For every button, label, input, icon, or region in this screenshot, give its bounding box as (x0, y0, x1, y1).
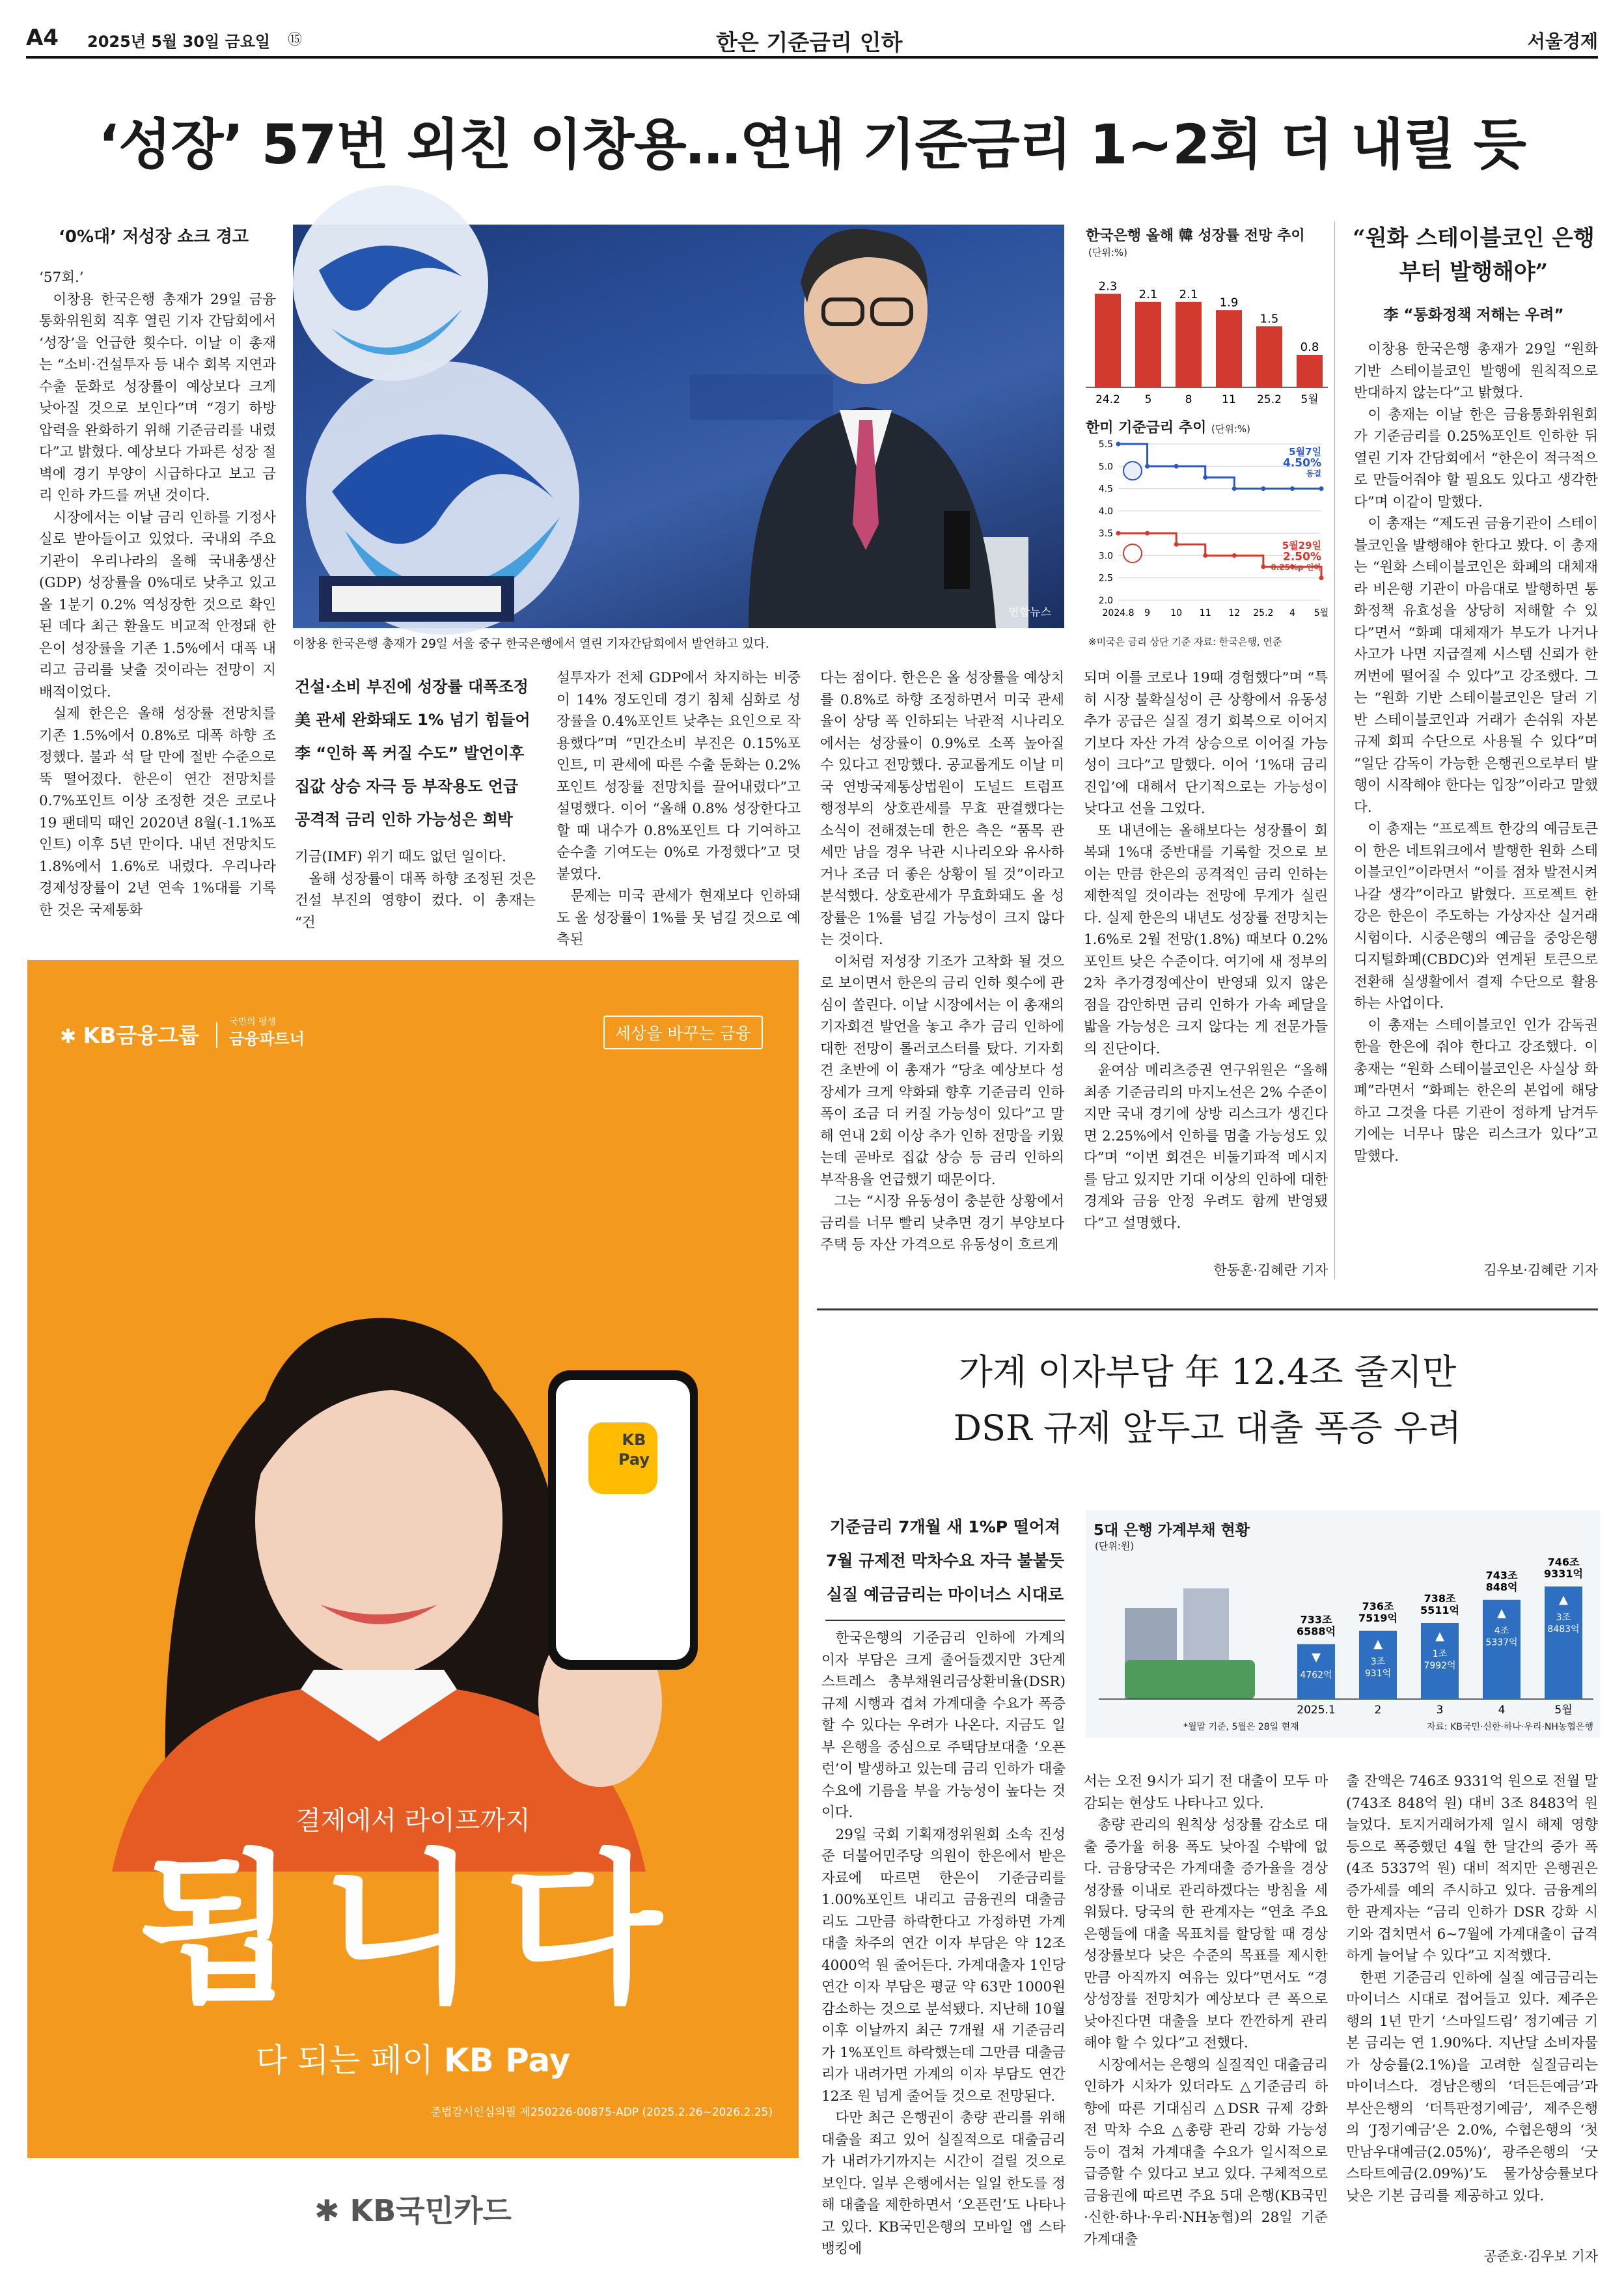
paragraph: 실제 한은은 올해 성장률 전망치를 기존 1.5%에서 0.8%로 대폭 하향 조정했다. 불과 석 달 만에 절반 수준으로 뚝 떨어졌다. 한은이 연간 전망치를 0.7%포인트 이상 조정한 것은 코로나19 팬데믹 때인 2020년 8월(-1.1%포인트) 이후 5년 만이다. 내년 전망치도 1.8%에서 1.6%로 내렸다. 우리나라 경제성장률이 2년 연속 1%대를 기록한 것은 국제통화 (39, 706, 276, 919)
us-flag-icon (1123, 462, 1142, 480)
app-icon-kb: KB (622, 1431, 646, 1449)
byline: 한동훈·김혜란 기자 (1213, 1262, 1328, 1278)
y-tick-label: 5.0 (1098, 462, 1113, 473)
data-point (1116, 531, 1121, 536)
bar (1176, 302, 1202, 387)
tick-label: 3 (1436, 1704, 1444, 1717)
paragraph: 이 총재는 스테이블코인 인가 감독권한을 한은에 줘야 한다고 강조했다. 이 총재는 “원화 스테이블코인은 사실상 화폐”라면서 “화폐는 한은의 본업에 해당하고 그것을 다른 기관이 정하게 남겨두기에는 너무나 많은 리스크가 있다”고 말했다. (1354, 1017, 1598, 1165)
kr-annotation-label: 0.25%p 인하 (1271, 562, 1321, 572)
paragraph: 또 내년에는 올해보다는 성장률이 회복돼 1%대 중반대를 기록할 것으로 보이는 만큼 한은의 공격적인 금리 인하는 제한적일 것이라는 전망에 무게가 실린다. 실제 한은의 내년도 성장률 전망치는 1.6%로 2월 전망(1.8%) 때보다 0.2%포인트 낮은 수준이다. 여기에 새 정부의 2차 추가경정예산이 반영돼 있지 않은 점을 감안하면 금리 인하가 가속 페달을 밟을 가능성은 크지 않다는 게 전문가들의 진단이다. (1084, 822, 1328, 1057)
ad-group-name: KB금융그룹 (83, 1023, 199, 1048)
change-label: 7992억 (1424, 1660, 1456, 1671)
debt-bars (1086, 1510, 1600, 1738)
us-annotation-date: 5월7일 (1289, 446, 1321, 458)
chart-unit: (단위:원) (1095, 1540, 1135, 1552)
page-number: A4 (26, 25, 59, 51)
data-label: 6588억 (1297, 1625, 1336, 1638)
ad-partner-small: 국민의 평생 (229, 1017, 277, 1027)
data-label: 5511억 (1420, 1603, 1459, 1616)
byline: 김우보·김혜란 기자 (1483, 1262, 1598, 1278)
tick-label: 25.2 (1257, 393, 1282, 406)
article-column-5 (1084, 667, 1328, 1263)
y-tick-label: 2.0 (1098, 596, 1113, 606)
side-subheadline: 李 “통화정책 저해는 우려” (1383, 307, 1564, 324)
paragraph: 이 총재는 “제도권 금융기관이 스테이블코인을 발행해야 한다고 봤다. 이 총재는 “원화 스테이블코인은 화폐의 대체재라 비은행 기관이 마음대로 발행하면 통화정책 유효성을 상당히 저해할 수 있다”면서 “화폐 대체재가 부도가 나거나 사고가 나면 지급결제 시스템 신뢰가 한꺼번에 떨어질 수 있다”고 강조했다. 그는 “원화 기반 스테이블코인은 달러 기반 스테이블코인과 거래가 손쉬워 자본 규제 회피 수단으로 사용될 수 있다”며 “일단 감독이 가능한 은행권으로부터 발행이 시작해야 한다는 입장”이라고 말했다. (1354, 516, 1598, 816)
rate-comparison-chart (1086, 437, 1328, 626)
subheadline-line: 李 “인하 폭 커질 수도” 발언이후 (295, 744, 525, 762)
subheadline-line: 7월 규제전 막차수요 자극 불붙듯 (825, 1551, 1065, 1570)
second-headline-line1: 가계 이자부담 年 12.4조 줄지만 (958, 1351, 1457, 1392)
ad-partner-logo (229, 1014, 305, 1047)
subheadline-rule (825, 1620, 1065, 1621)
ad-legal-notice: 준법감시인심의필 제250226-00875-ADP (2025.2.26~2026.2.25) (430, 2106, 773, 2119)
up-arrow-icon: ▲ (1373, 1637, 1383, 1651)
y-tick-label: 3.5 (1098, 529, 1113, 540)
paragraph: 설투자가 전체 GDP에서 차지하는 비중이 14% 정도인데 경기 침체 심화로 성장률을 0.4%포인트 낮추는 요인으로 작용했다”며 “민간소비 부진은 0.15%포인트, 미 관세에 따른 수출 둔화는 0.2%포인트 성장률 전망치를 끌어내렸다”고 설명했다. 이어 “올해 0.8% 성장한다고 할 때 내수가 0.8%포인트 다 기여하고 순수출 기여도는 0%로 가정했다”고 덧붙였다. (557, 670, 801, 883)
x-tick-label: 5월 (1314, 608, 1329, 618)
change-label: 4조 (1494, 1626, 1509, 1637)
paragraph: 윤여삼 메리츠증권 연구위원은 “올해 최종 기준금리의 마지노선은 2% 수준이지만 국내 경기에 상방 리스크가 생긴다면 2.25%에서 인하를 멈출 가능성도 있다”며 “이번 회견은 비둘기파적 메시지를 담고 있지만 기대 이상의 인하에 대한 경계와 금융 안정 우려도 함께 반영됐다”고 설명했다. (1084, 1062, 1328, 1232)
tick-label: 2025.1 (1297, 1704, 1336, 1717)
us-annotation-label: 동결 (1306, 469, 1321, 478)
data-label: 9331억 (1544, 1568, 1583, 1581)
paragraph: 이처럼 저성장 기조가 고착화 될 것으로 보이면서 한은의 금리 인하 횟수에 관심이 쏠린다. 이날 시장에서는 이 총재의 기자회견 발언을 놓고 추가 금리 인하에 대한 전망이 롤러코스터를 탔다. 기자회견 초반에 이 총재가 “당초 예상보다 성장세가 크게 약화돼 향후 기준금리 인하 폭이 조금 더 커질 가능성이 있다”고 말해 연내 2회 이상 추가 인하 전망을 키웠는데 곧바로 집값 상승 등 금리 인하의 부작용을 언급했기 때문이다. (820, 953, 1064, 1188)
subheadline-line: 공격적 금리 인하 가능성은 희박 (295, 810, 513, 829)
paragraph: 29일 국회 기획재정위원회 소속 진성준 더불어민주당 의원이 한은에서 받은 자료에 따르면 한은이 기준금리를 1.00%포인트 내리고 금융권의 대출금리도 그만큼 하락한다고 가정하면 가계대출 차주의 연간 이자 부담은 약 12조 4000억 원 줄어든다. 가계대출자 1인당 연간 이자 부담은 평균 약 63만 1000원 감소하는 것으로 분석됐다. 지난해 10월 이후 이날까지 최근 7개월 새 기준금리가 1%포인트 하락했는데 그만큼 대출금리가 내려가면 가계의 이자 부담도 연간 12조 원 넘게 줄어들 것으로 전망된다. (821, 1826, 1066, 2105)
bar (1297, 355, 1323, 387)
article-column-2 (295, 846, 536, 937)
second-column-1 (821, 1627, 1066, 2265)
data-label: 733조 (1300, 1613, 1332, 1626)
ad-slogan: 세상을 바꾸는 금융 (603, 1016, 763, 1049)
paragraph: 기금(IMF) 위기 때도 없던 일이다. (295, 849, 506, 865)
bar (1256, 326, 1282, 387)
chart-unit: (단위:%) (1211, 423, 1251, 435)
up-arrow-icon: ▲ (1559, 1593, 1568, 1607)
data-label: 1.5 (1259, 312, 1279, 326)
data-point (1145, 531, 1149, 536)
up-arrow-icon: ▲ (1435, 1629, 1444, 1643)
up-arrow-icon: ▲ (1497, 1606, 1506, 1620)
data-label: 848억 (1485, 1581, 1518, 1594)
kr-annotation-value: 2.50% (1283, 550, 1321, 564)
x-tick-label: 11 (1199, 608, 1211, 618)
governor-photo (293, 225, 1064, 628)
ad-divider (216, 1022, 217, 1048)
chart-source: 자료: KB국민·신한·하나·우리·NH농협은행 (1426, 1722, 1593, 1732)
y-tick-label: 5.5 (1098, 439, 1113, 450)
x-tick-label: 4 (1289, 608, 1295, 618)
main-headline: ‘성장’ 57번 외친 이창용…연내 기준금리 1~2회 더 내릴 듯 (98, 113, 1526, 176)
x-tick-label: 12 (1228, 608, 1241, 618)
change-label: 1조 (1432, 1648, 1448, 1659)
paragraph: 총량 관리의 원칙상 성장률 감소로 대출 증가율 허용 폭도 낮아질 수밖에 없다. 금융당국은 가계대출 증가율을 경상성장률 이내로 관리하겠다는 방침을 세워뒀다. 당국의 한 관계자는 “연초 주요 은행들에 대출 목표치를 할당할 때 경상성장률보다 낮은 수준의 목표를 제시한 만큼 아직까지 여유는 있다”면서도 “경상성장률 전망치가 예상보다 큰 폭으로 낮아진다면 대출을 보다 깐깐하게 관리해야 할 수 있다”고 전했다. (1084, 1817, 1328, 2051)
section-title: 한은 기준금리 인하 (716, 30, 903, 56)
photo-credit: 연합뉴스 (1008, 606, 1051, 619)
paragraph: 다는 점이다. 한은은 올 성장률을 예상치를 0.8%로 하향 조정하면서 미국 관세율이 상당 폭 인하되는 낙관적 시나리오에서는 성장률이 0.9%로 소폭 높아질 수 있다고 전망했다. 공교롭게도 이날 미국 연방국제통상법원이 도널드 트럼프 행정부의 상호관세를 무효 판결했다는 소식이 전해졌는데 한은 측은 “품목 관세만 남을 경우 낙관 시나리오와 유사하거나 조금 더 좋은 상황이 될 것”이라고 분석했다. 상호관세가 무효화돼도 올 성장률은 1%를 넘길 가능성이 크지 않다는 것이다. (820, 670, 1064, 948)
kb-pay-advertisement[interactable] (27, 960, 799, 2256)
growth-forecast-chart (1086, 257, 1328, 413)
chart-title (1086, 417, 1250, 437)
page-header (26, 20, 1598, 59)
data-label: 738조 (1424, 1592, 1456, 1605)
chart-title: 5대 은행 가계부채 현황 (1094, 1522, 1250, 1539)
subheadline-line: 실질 예금금리는 마이너스 시대로 (826, 1585, 1064, 1604)
data-point (1261, 564, 1265, 569)
data-point (1174, 464, 1179, 469)
chart-unit: (단위:%) (1088, 247, 1127, 258)
tick-label: 11 (1222, 393, 1236, 406)
bar (1095, 294, 1121, 387)
data-label: 746조 (1547, 1556, 1580, 1569)
x-tick-label: 25.2 (1253, 608, 1274, 618)
tick-label: 24.2 (1095, 393, 1120, 406)
subheadline-line: 집값 상승 자극 등 부작용도 언급 (295, 777, 519, 796)
issue-date: 2025년 5월 30일 금요일 (87, 33, 271, 51)
paper-name: 서울경제 (1527, 31, 1598, 52)
y-tick-label: 3.0 (1098, 551, 1113, 562)
subheadline-line: 건설·소비 부진에 성장률 대폭조정 (295, 678, 529, 696)
paragraph: 출 잔액은 746조 9331억 원으로 전월 말(743조 848억 원) 대비 3조 8483억 원 늘었다. 토지거래허가제 일시 해제 영향 등으로 폭증했던 4월 한 달간의 증가 폭(4조 5337억 원) 대비 적지만 은행권은 증가세를 예의 주시하고 있다. 금융계의 한 관계자는 “금리 인하가 DSR 강화 시기와 겹치면서 6~7월에 가계대출이 급격하게 늘어날 수 있다”고 지적했다. (1346, 1773, 1598, 1964)
kb-pay-app-icon (601, 1430, 667, 1469)
paragraph: 이창용 한국은행 총재가 29일 금융통화위원회 직후 열린 기자 간담회에서 ‘성장’을 언급한 횟수다. 이날 이 총재는 “소비·건설투자 등 내수 회복 지연과 수출 둔화로 성장률이 예상보다 크게 낮아질 것으로 보인다”며 “경기 하방 압력을 완화하기 위해 기준금리를 내렸다”고 밝혔다. 예상보다 가파른 성장 절벽에 경기 부양이 시급하다고 보고 금리 인하 카드를 꺼낸 것이다. (39, 291, 276, 504)
tick-label: 4 (1498, 1704, 1506, 1717)
us-annotation-value: 4.50% (1283, 456, 1321, 470)
data-point (1290, 486, 1295, 491)
y-tick-label: 4.5 (1098, 484, 1113, 495)
x-tick-label: 9 (1144, 608, 1151, 618)
bar (1135, 302, 1161, 387)
data-label: 1.9 (1219, 296, 1239, 310)
byline: 공준호·김우보 기자 (1483, 2248, 1598, 2264)
subheadline-low-growth: ‘0%대’ 저성장 쇼크 경고 (59, 227, 249, 247)
data-point (1319, 486, 1324, 491)
data-label: 7519억 (1358, 1611, 1397, 1624)
second-column-2 (1084, 1771, 1328, 2265)
paragraph: 다만 최근 은행권이 총량 관리를 위해 대출을 죄고 있어 실질적으로 대출금리가 내려가기까지는 시간이 걸릴 것으로 보인다. 일부 은행에서는 일일 한도를 정해 대출을 제한하면서 ‘오픈런’도 나타나고 있다. KB국민은행의 모바일 앱 스타뱅킹에 (821, 2110, 1066, 2257)
y-tick-label: 2.5 (1098, 573, 1113, 584)
tick-label: 5 (1144, 393, 1152, 406)
paragraph: 이 총재는 “프로젝트 한강의 예금토큰이 한은 네트워크에서 발행한 원화 스테이블코인”이라면서 “이를 점차 발전시켜나갈 생각”이라고 밝혔다. 프로젝트 한강은 한은이 주도하는 가상자산 실거래 시험이다. 시중은행의 예금을 중앙은행디지털화폐(CBDC)와 연계된 토큰으로 전환해 실생활에서 결제 수단으로 활용하는 사업이다. (1354, 821, 1598, 1012)
app-icon-pay: Pay (618, 1450, 650, 1469)
tick-label: 5월 (1554, 1704, 1573, 1717)
data-point (1232, 553, 1237, 558)
data-point (1116, 442, 1121, 447)
change-label: 8483억 (1547, 1624, 1580, 1635)
x-tick-label: 10 (1170, 608, 1183, 618)
photo-caption: 이창용 한국은행 총재가 29일 서울 중구 한국은행에서 열린 기자간담회에서 발언하고 있다. (293, 637, 769, 651)
article-column-4 (820, 667, 1064, 1286)
subheadline-line: 기준금리 7개월 새 1%P 떨어져 (829, 1517, 1061, 1536)
chart-title: 한국은행 올해 韓 성장률 전망 추이 (1086, 228, 1305, 244)
ad-subline (27, 2034, 799, 2081)
data-label: 2.3 (1098, 279, 1118, 294)
paragraph: 서는 오전 9시가 되기 전 대출이 모두 마감되는 현상도 나타나고 있다. (1084, 1773, 1328, 1812)
article-column-3 (557, 667, 801, 948)
chart-footnote: *월말 기준, 5월은 28일 현재 (1183, 1722, 1299, 1732)
edition-mark: ⑮ (288, 32, 303, 48)
side-article-body (1354, 339, 1598, 1263)
korea-flag-icon (1123, 544, 1142, 562)
ad-model-illustration (27, 1155, 799, 1872)
column-rule (1334, 221, 1335, 1279)
change-label: 3조 (1556, 1612, 1571, 1624)
data-label: 2.1 (1138, 287, 1158, 301)
second-headline-line2: DSR 규제 앞두고 대출 폭증 우려 (953, 1407, 1462, 1448)
data-point (1203, 553, 1207, 558)
subheadline-line: 美 관세 완화돼도 1% 넘기 힘들어 (295, 711, 530, 729)
ad-footer-logo (27, 2187, 799, 2230)
ad-footer-brand: KB국민카드 (350, 2193, 512, 2228)
ad-partner-text: 금융파트너 (229, 1030, 305, 1048)
paragraph: ‘57회.’ (39, 270, 84, 286)
tick-label: 8 (1185, 393, 1192, 406)
bar (1216, 310, 1242, 387)
paragraph: 되며 이를 코로나 19때 경험했다”며 “특히 시장 불확실성이 큰 상황에서 유동성 추가 공급은 실질 경기 회복으로 이어지기보다 자산 가격 상승으로 이어질 가능성이 크다”고 말했다. 이어 ‘1%대 금리 진입’에 대해서 단기적으로는 가능성이 낮다고 선을 그었다. (1084, 670, 1328, 817)
data-label: 2.1 (1179, 287, 1198, 301)
ad-tagline: 결제에서 라이프까지 (296, 1806, 530, 1836)
paragraph: 시장에서는 은행의 실질적인 대출금리 인하가 시차가 있더라도 △기준금리 하향에 따른 기대심리 △DSR 규제 강화 전 막차 수요 △총량 관리 강화 가능성 등이 겹쳐 가계대출 수요가 일시적으로 급증할 수 있다고 보고 있다. 구체적으로 금융권에 따르면 주요 5대 은행(KB국민·신한·하나·우리·NH농협)의 28일 기준 가계대출 (1084, 2056, 1328, 2248)
change-label: 931억 (1364, 1668, 1392, 1679)
ad-brand-group (60, 1019, 199, 1049)
ad-footer (27, 2158, 799, 2256)
data-point (1261, 486, 1265, 491)
data-point (1145, 464, 1149, 469)
kb-star-icon: ✱ (60, 1025, 83, 1048)
paragraph: 이창용 한국은행 총재가 29일 “원화 기반 스테이블코인 발행에 원칙적으로 반대하지 않는다”고 밝혔다. (1354, 341, 1598, 401)
y-tick-label: 4.0 (1098, 506, 1113, 517)
tick-label: 2 (1374, 1704, 1382, 1717)
chart-footnote: ※미국은 금리 상단 기준 자료: 한국은행, 연준 (1088, 636, 1282, 648)
chart-title-text: 한미 기준금리 추이 (1086, 420, 1207, 436)
x-tick-label: 2024.8 (1102, 608, 1135, 618)
photo-illustration (293, 225, 1064, 628)
data-label: 0.8 (1300, 340, 1319, 354)
ad-big-text: 됩니다 (138, 1835, 688, 2025)
paragraph: 문제는 미국 관세가 현재보다 인하돼도 올 성장률이 1%를 못 넘길 것으로 예측된 (557, 888, 801, 948)
side-headline: “원화 스테이블코인 은행부터 발행해야” (1353, 225, 1595, 285)
ad-subline-text: 다 되는 페이 (255, 2041, 444, 2079)
paragraph: 그는 “시장 유동성이 충분한 상황에서 금리를 너무 빨리 낮추면 경기 부양보다 주택 등 자산 가격으로 유동성이 흐르게 (820, 1193, 1064, 1253)
kr-annotation-date: 5월29일 (1282, 540, 1321, 552)
paragraph: 한국은행의 기준금리 인하에 가계의 이자 부담은 크게 줄어들겠지만 3단계 스트레스 총부채원리금상환비율(DSR) 규제 시행과 겹쳐 가계대출 수요가 폭증할 수 있다는 우려가 나온다. 지금도 일부 은행을 중심으로 주택담보대출 ‘오픈런’이 발생하고 있는데 금리 인하가 대출 수요에 기름을 부을 가능성이 높다는 것이다. (821, 1630, 1066, 1821)
second-headline (817, 1344, 1598, 1456)
second-column-3 (1346, 1771, 1598, 2246)
data-point (1203, 475, 1207, 480)
change-label: 4762억 (1300, 1670, 1332, 1681)
article-column-1 (39, 267, 276, 924)
money-stack-icon (1125, 1660, 1255, 1699)
data-label: 743조 (1485, 1569, 1518, 1582)
down-arrow-icon: ▼ (1312, 1650, 1321, 1665)
household-debt-chart (1086, 1510, 1600, 1738)
paragraph: 이 총재는 이날 한은 금융통화위원회가 기준금리를 0.25%포인트 인하한 뒤 열린 기자 간담회에서 “한은이 적극적으로 만들어줘야 할 필요도 있다고 생각한다”며 이같이 말했다. (1354, 406, 1598, 510)
data-label: 736조 (1362, 1599, 1394, 1612)
paragraph: 올해 성장률이 대폭 하향 조정된 것은 건설 부진의 영향이 컸다. 이 총재는 “건 (295, 870, 536, 931)
tick-label: 5월 (1301, 393, 1319, 406)
paragraph: 시장에서는 이날 금리 인하를 기정사실로 받아들이고 있었다. 국내외 주요 기관이 우리나라의 올해 국내총생산(GDP) 성장률을 0%대로 낮추고 있고 올 1분기 0.2% 역성장한 것으로 확인된 데다 최근 환율도 비교적 안정돼 한은이 성장률을 기존 1.5%에서 대폭 내리고 금리를 낮출 것이라는 전망이 지배적이었다. (39, 509, 276, 700)
change-label: 3조 (1370, 1656, 1386, 1667)
second-subheadlines (825, 1510, 1065, 1612)
data-point (1174, 542, 1179, 547)
subheadline-box (295, 671, 536, 837)
paragraph: 한편 기준금리 인하에 실질 예금금리는 마이너스 시대로 접어들고 있다. 제주은행의 1년 만기 ‘스마일드림’ 정기예금 기본 금리는 연 1.90%다. 지난달 소비자물가 상승률(2.1%)을 고려한 실질금리는 마이너스다. 경남은행의 ‘더든든예금’과 부산은행의 ‘더특판정기예금’, 제주은행의 ‘J정기예금’은 2.0%, 수협은행의 ‘첫만남우대예금(2.05%)’, 광주은행의 ‘굿스타트예금(2.09%)’도 물가상승률보다 낮은 기본 금리를 제공하고 있다. (1346, 1969, 1598, 2204)
data-point (1232, 486, 1237, 491)
data-point (1319, 575, 1324, 580)
change-label: 5337억 (1485, 1637, 1518, 1648)
kb-star-icon: ✱ (314, 2193, 350, 2228)
section-rule (817, 1308, 1598, 1310)
ad-brand-kbpay: KB Pay (443, 2041, 571, 2079)
